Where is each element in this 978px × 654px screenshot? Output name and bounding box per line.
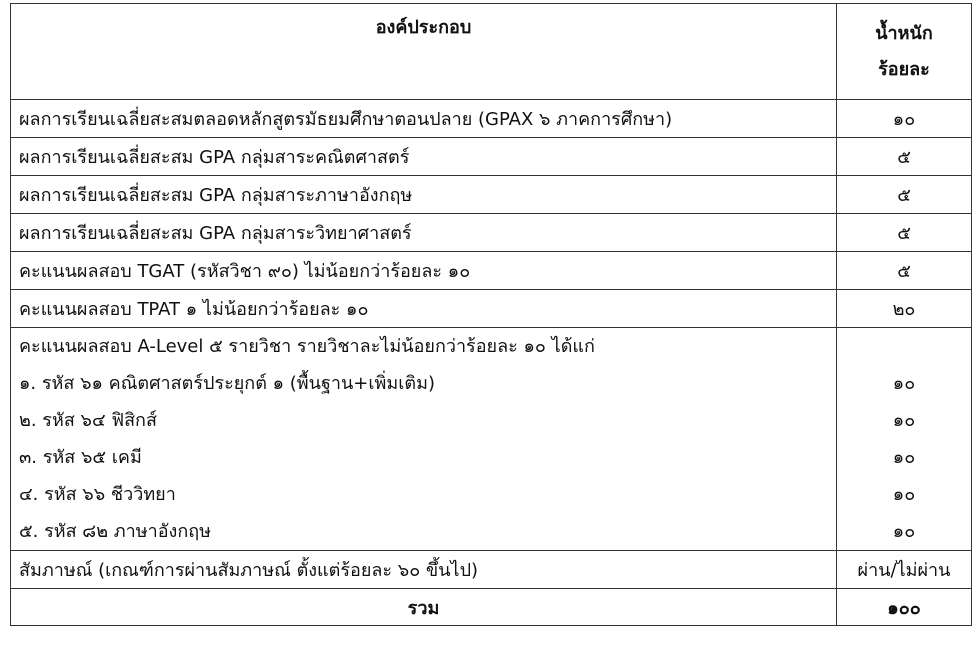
row-weight: ๑๐ (837, 100, 972, 138)
row-label: ผลการเรียนเฉลี่ยสะสม GPA กลุ่มสาระคณิตศาสตร์ (11, 138, 837, 176)
interview-row (11, 551, 972, 589)
alevel-row (11, 328, 972, 551)
row-label: ผลการเรียนเฉลี่ยสะสมตลอดหลักสูตรมัธยมศึกษาตอนปลาย (GPAX ๖ ภาคการศึกษา) (11, 100, 837, 138)
weighting-table (10, 3, 972, 626)
table-row (11, 290, 972, 328)
alevel-item-label: ๓. รหัส ๖๕ เคมี (19, 447, 142, 468)
table-row (11, 176, 972, 214)
table-row (11, 100, 972, 138)
row-weight: ๕ (837, 214, 972, 252)
row-weight: ๕ (837, 176, 972, 214)
header-weight-line1: น้ำหนัก (875, 22, 933, 44)
alevel-label-cell (11, 328, 837, 551)
alevel-item-label: ๔. รหัส ๖๖ ชีววิทยา (19, 484, 176, 505)
header-weight (837, 4, 972, 100)
alevel-item-label: ๒. รหัส ๖๔ ฟิสิกส์ (19, 410, 157, 431)
total-weight: ๑๐๐ (837, 589, 972, 626)
header-weight-line2: ร้อยละ (878, 58, 930, 80)
row-label: ผลการเรียนเฉลี่ยสะสม GPA กลุ่มสาระวิทยาศาสตร์ (11, 214, 837, 252)
alevel-intro-weight-spacer (837, 328, 971, 365)
total-row (11, 589, 972, 626)
alevel-item-weight: ๑๐ (892, 447, 916, 468)
alevel-item-weight: ๑๐ (892, 521, 916, 542)
row-label: คะแนนผลสอบ TGAT (รหัสวิชา ๙๐) ไม่น้อยกว่าร้อยละ ๑๐ (11, 252, 837, 290)
alevel-item-weight: ๑๐ (892, 484, 916, 505)
alevel-item-label: ๑. รหัส ๖๑ คณิตศาสตร์ประยุกต์ ๑ (พื้นฐาน+เพิ่มเติม) (19, 373, 435, 394)
header-component: องค์ประกอบ (11, 4, 837, 100)
interview-label: สัมภาษณ์ (เกณฑ์การผ่านสัมภาษณ์ ตั้งแต่ร้อยละ ๖๐ ขึ้นไป) (11, 551, 837, 589)
interview-weight: ผ่าน/ไม่ผ่าน (837, 551, 972, 589)
alevel-item-weight: ๑๐ (892, 410, 916, 431)
alevel-item-weight: ๑๐ (892, 373, 916, 394)
row-weight: ๒๐ (837, 290, 972, 328)
row-weight: ๕ (837, 138, 972, 176)
row-label: คะแนนผลสอบ TPAT ๑ ไม่น้อยกว่าร้อยละ ๑๐ (11, 290, 837, 328)
row-weight: ๕ (837, 252, 972, 290)
table-row (11, 138, 972, 176)
table-row (11, 252, 972, 290)
table-header-row (11, 4, 972, 100)
table-row (11, 214, 972, 252)
alevel-weight-cell (837, 328, 972, 551)
row-label: ผลการเรียนเฉลี่ยสะสม GPA กลุ่มสาระภาษาอังกฤษ (11, 176, 837, 214)
alevel-intro: คะแนนผลสอบ A-Level ๕ รายวิชา รายวิชาละไม่น้อยกว่าร้อยละ ๑๐ ได้แก่ (19, 336, 595, 357)
alevel-item-label: ๕. รหัส ๘๒ ภาษาอังกฤษ (19, 521, 211, 542)
total-label: รวม (11, 589, 837, 626)
